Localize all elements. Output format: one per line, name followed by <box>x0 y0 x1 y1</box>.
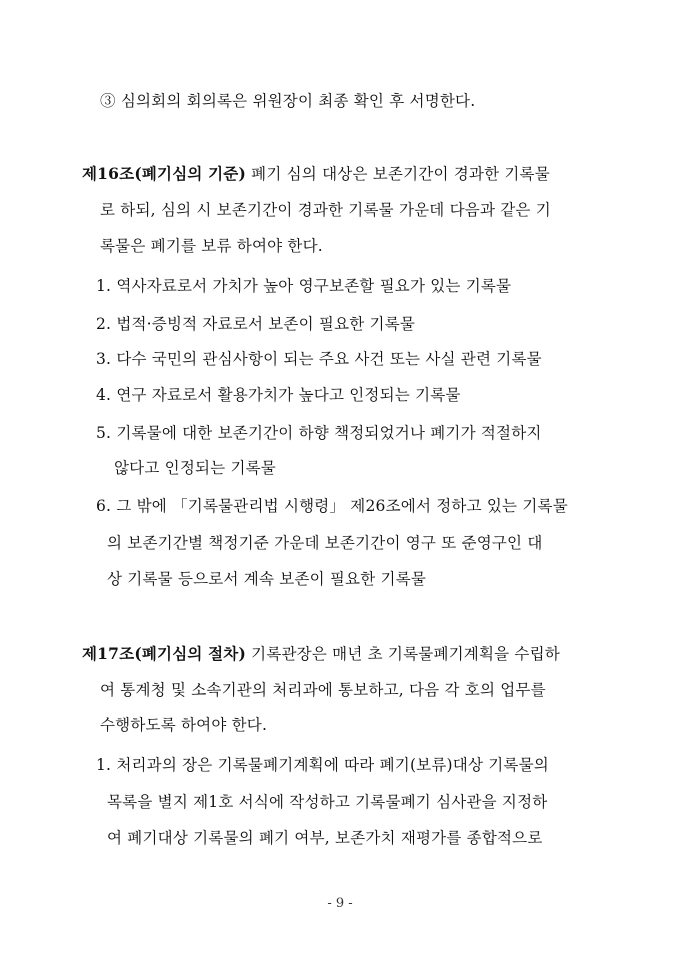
article17-item-1-line-1: 1. 처리과의 장은 기록물폐기계획에 따라 폐기(보류)대상 기록물의 <box>96 756 549 774</box>
article16-intro-line-3: 록물은 폐기를 보류 하여야 한다. <box>100 237 323 255</box>
article17-intro-text: 기록관장은 매년 초 기록물폐기계획을 수립하 <box>246 645 560 663</box>
article17-item-1-line-2: 목록을 별지 제1호 서식에 작성하고 기록물폐기 심사관을 지정하 <box>107 793 548 811</box>
page-number: - 9 - <box>327 896 353 911</box>
article16-intro-line-2: 로 하되, 심의 시 보존기간이 경과한 기록물 가운데 다음과 같은 기 <box>100 201 551 219</box>
article17-intro-line-3: 수행하도록 하여야 한다. <box>100 716 268 734</box>
article16-heading: 제16조(폐기심의 기준) <box>82 164 247 183</box>
article16-item-2: 2. 법적·증빙적 자료로서 보존이 필요한 기록물 <box>96 315 416 333</box>
article16-item-6-line-2: 의 보존기간별 책정기준 가운데 보존기간이 영구 또 준영구인 대 <box>107 534 543 552</box>
article16-item-5-line-2: 않다고 인정되는 기록물 <box>114 459 276 477</box>
article16-intro-text: 폐기 심의 대상은 보존기간이 경과한 기록물 <box>246 165 550 183</box>
article17-intro-line-2: 여 통계청 및 소속기관의 처리과에 통보하고, 다음 각 호의 업무를 <box>100 681 546 699</box>
article15-item-3: ③ 심의회의 회의록은 위원장이 최종 확인 후 서명한다. <box>100 92 476 110</box>
article17-intro-line-1 <box>82 644 560 664</box>
article16-item-6-line-1: 6. 그 밖에 「기록물관리법 시행령」 제26조에서 정하고 있는 기록물 <box>96 497 568 515</box>
article16-item-6-line-3: 상 기록물 등으로서 계속 보존이 필요한 기록물 <box>107 570 427 588</box>
article16-intro-line-1 <box>82 164 550 184</box>
article17-heading: 제17조(폐기심의 절차) <box>82 644 247 663</box>
article16-item-3: 3. 다수 국민의 관심사항이 되는 주요 사건 또는 사실 관련 기록물 <box>96 350 542 368</box>
article16-item-1: 1. 역사자료로서 가치가 높아 영구보존할 필요가 있는 기록물 <box>96 277 512 295</box>
article16-item-4: 4. 연구 자료로서 활용가치가 높다고 인정되는 기록물 <box>96 386 461 404</box>
article17-item-1-line-3: 여 폐기대상 기록물의 폐기 여부, 보존가치 재평가를 종합적으로 <box>107 829 543 847</box>
article16-item-5-line-1: 5. 기록물에 대한 보존기간이 하향 책정되었거나 폐기가 적절하지 <box>96 424 542 442</box>
